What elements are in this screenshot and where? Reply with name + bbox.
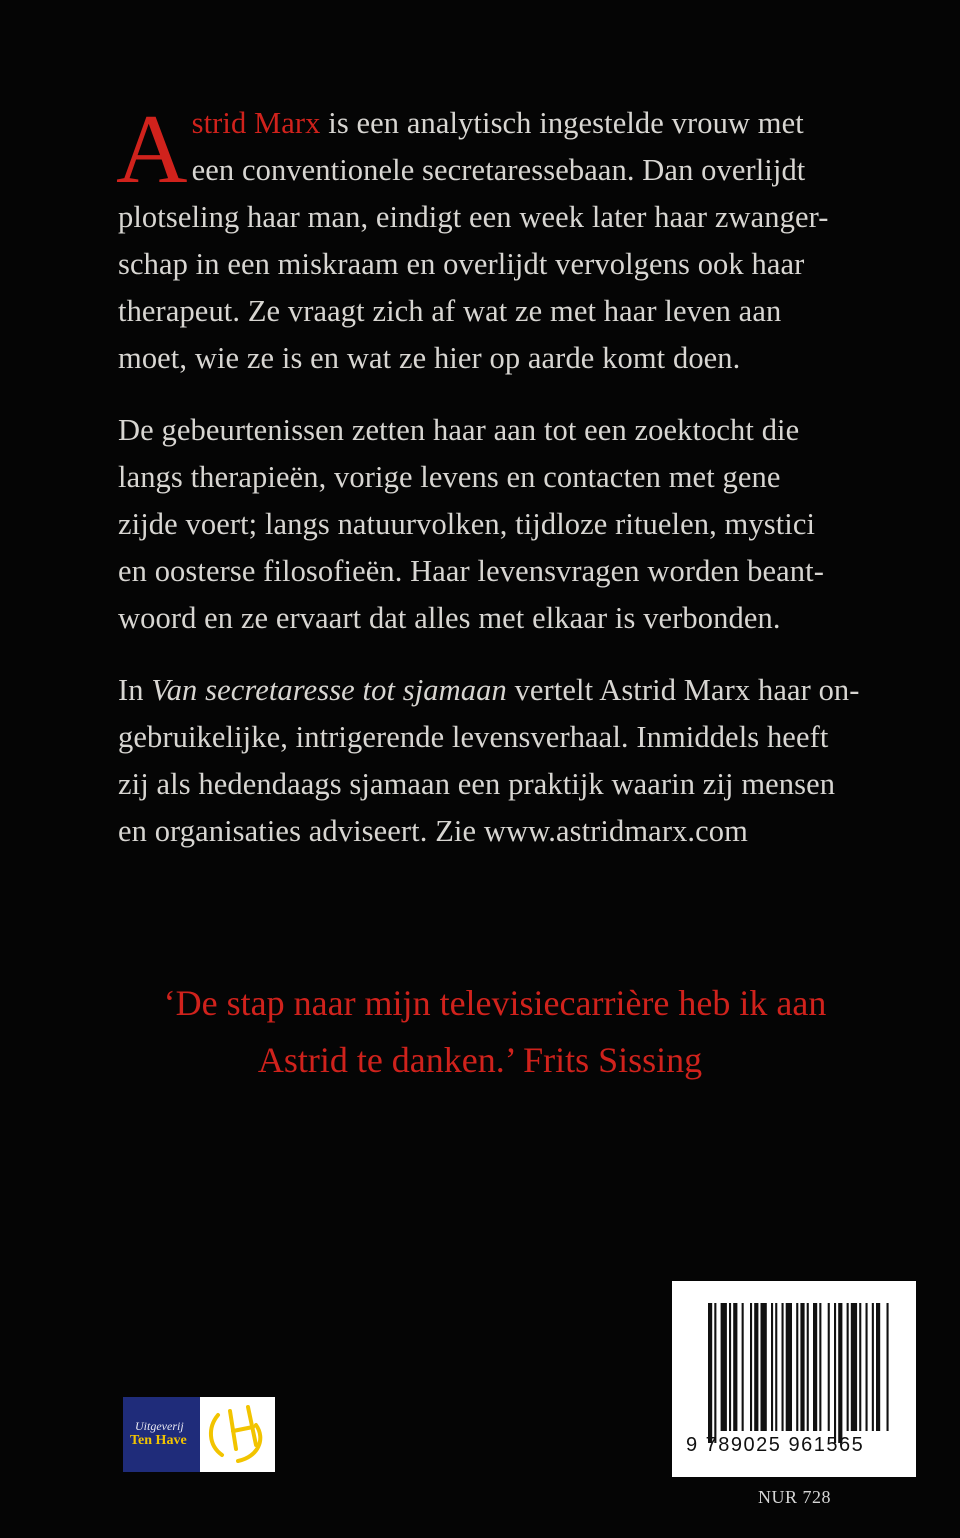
blurb-line: gebruikelijke, intrigerende levensverhaal. Inmiddels heeft: [118, 720, 829, 754]
blurb-line: schap in een miskraam en overlijdt vervolgens ook haar: [118, 247, 805, 281]
blurb-line: zijde voert; langs natuurvolken, tijdloze rituelen, mystici: [118, 507, 816, 541]
barcode-bar: [742, 1303, 744, 1431]
book-title: Van secretaresse tot sjamaan: [151, 673, 507, 707]
blurb-line: [118, 667, 888, 714]
barcode-bar: [782, 1303, 784, 1431]
isbn-number: 9 789025 961565: [686, 1434, 865, 1456]
barcode-bar: [838, 1303, 842, 1443]
blurb-line: langs therapieën, vorige levens en contacten met gene: [118, 460, 781, 494]
barcode-bar: [750, 1303, 752, 1431]
barcode-bar: [786, 1303, 792, 1431]
ten-have-h-icon: [200, 1397, 275, 1472]
blurb-text: vertelt Astrid Marx haar on-: [506, 673, 860, 707]
barcode-bar: [796, 1303, 798, 1431]
publisher-logo: [123, 1397, 275, 1472]
blurb-paragraph-2: [118, 407, 888, 642]
barcode-bar: [708, 1303, 712, 1443]
barcode-bar: [866, 1303, 868, 1431]
blurb-line: moet, wie ze is en wat ze hier op aarde komt doen.: [118, 341, 741, 375]
quote-line: ‘De stap naar mijn televisiecarrière heb ik aan: [163, 983, 827, 1023]
barcode-bar: [754, 1303, 758, 1431]
barcode-bar: [800, 1303, 804, 1431]
barcode-bar: [813, 1303, 817, 1431]
barcode-bar: [876, 1303, 880, 1431]
publisher-name: Ten Have: [130, 1433, 187, 1448]
barcode-bar: [729, 1303, 731, 1431]
barcode-bar: [847, 1303, 849, 1431]
blurb-text: In: [118, 673, 152, 707]
blurb-line: zij als hedendaags sjamaan een praktijk waarin zij mensen: [118, 767, 836, 801]
publisher-label: Uitgeverij: [135, 1419, 184, 1433]
barcode-bar: [733, 1303, 737, 1431]
blurb-line: woord en ze ervaart dat alles met elkaar is verbonden.: [118, 601, 781, 635]
barcode-bar: [721, 1303, 727, 1431]
barcode-bar: [714, 1303, 716, 1443]
barcode: [672, 1281, 916, 1477]
blurb-line: plotseling haar man, eindigt een week later haar zwanger-: [118, 200, 829, 234]
author-name-highlight: strid Marx: [191, 106, 321, 140]
barcode-bar: [807, 1303, 809, 1431]
barcode-bar: [859, 1303, 861, 1431]
blurb-paragraph-3: [118, 667, 888, 855]
drop-cap: A: [116, 95, 188, 204]
barcode-bar: [761, 1303, 767, 1431]
publisher-logo-panel: [123, 1397, 200, 1472]
barcode-bar: [828, 1303, 830, 1431]
nur-code: NUR 728: [758, 1487, 832, 1507]
barcode-bar: [819, 1303, 821, 1431]
endorsement-quote: [0, 975, 960, 1089]
blurb-line: De gebeurtenissen zetten haar aan tot een zoektocht die: [118, 413, 800, 447]
blurb-line: [118, 100, 888, 147]
barcode-bar: [887, 1303, 889, 1431]
blurb-line: en oosterse filosofieën. Haar levensvragen worden beant-: [118, 554, 824, 588]
blurb-text: is een analytisch ingestelde vrouw met: [320, 106, 804, 140]
blurb-line: en organisaties adviseert. Zie www.astridmarx.com: [118, 814, 748, 848]
barcode-bar: [851, 1303, 857, 1431]
blurb-line: een conventionele secretaressebaan. Dan overlijdt: [191, 153, 806, 187]
quote-line: Astrid te danken.’ Frits Sissing: [257, 1040, 703, 1080]
barcode-bar: [775, 1303, 777, 1431]
blurb-paragraph-1: [116, 95, 888, 382]
blurb-line: therapeut. Ze vraagt zich af wat ze met haar leven aan: [118, 294, 782, 328]
blurb: [116, 95, 888, 880]
barcode-bar: [771, 1303, 773, 1431]
barcode-bar: [872, 1303, 874, 1431]
barcode-bar: [834, 1303, 836, 1443]
